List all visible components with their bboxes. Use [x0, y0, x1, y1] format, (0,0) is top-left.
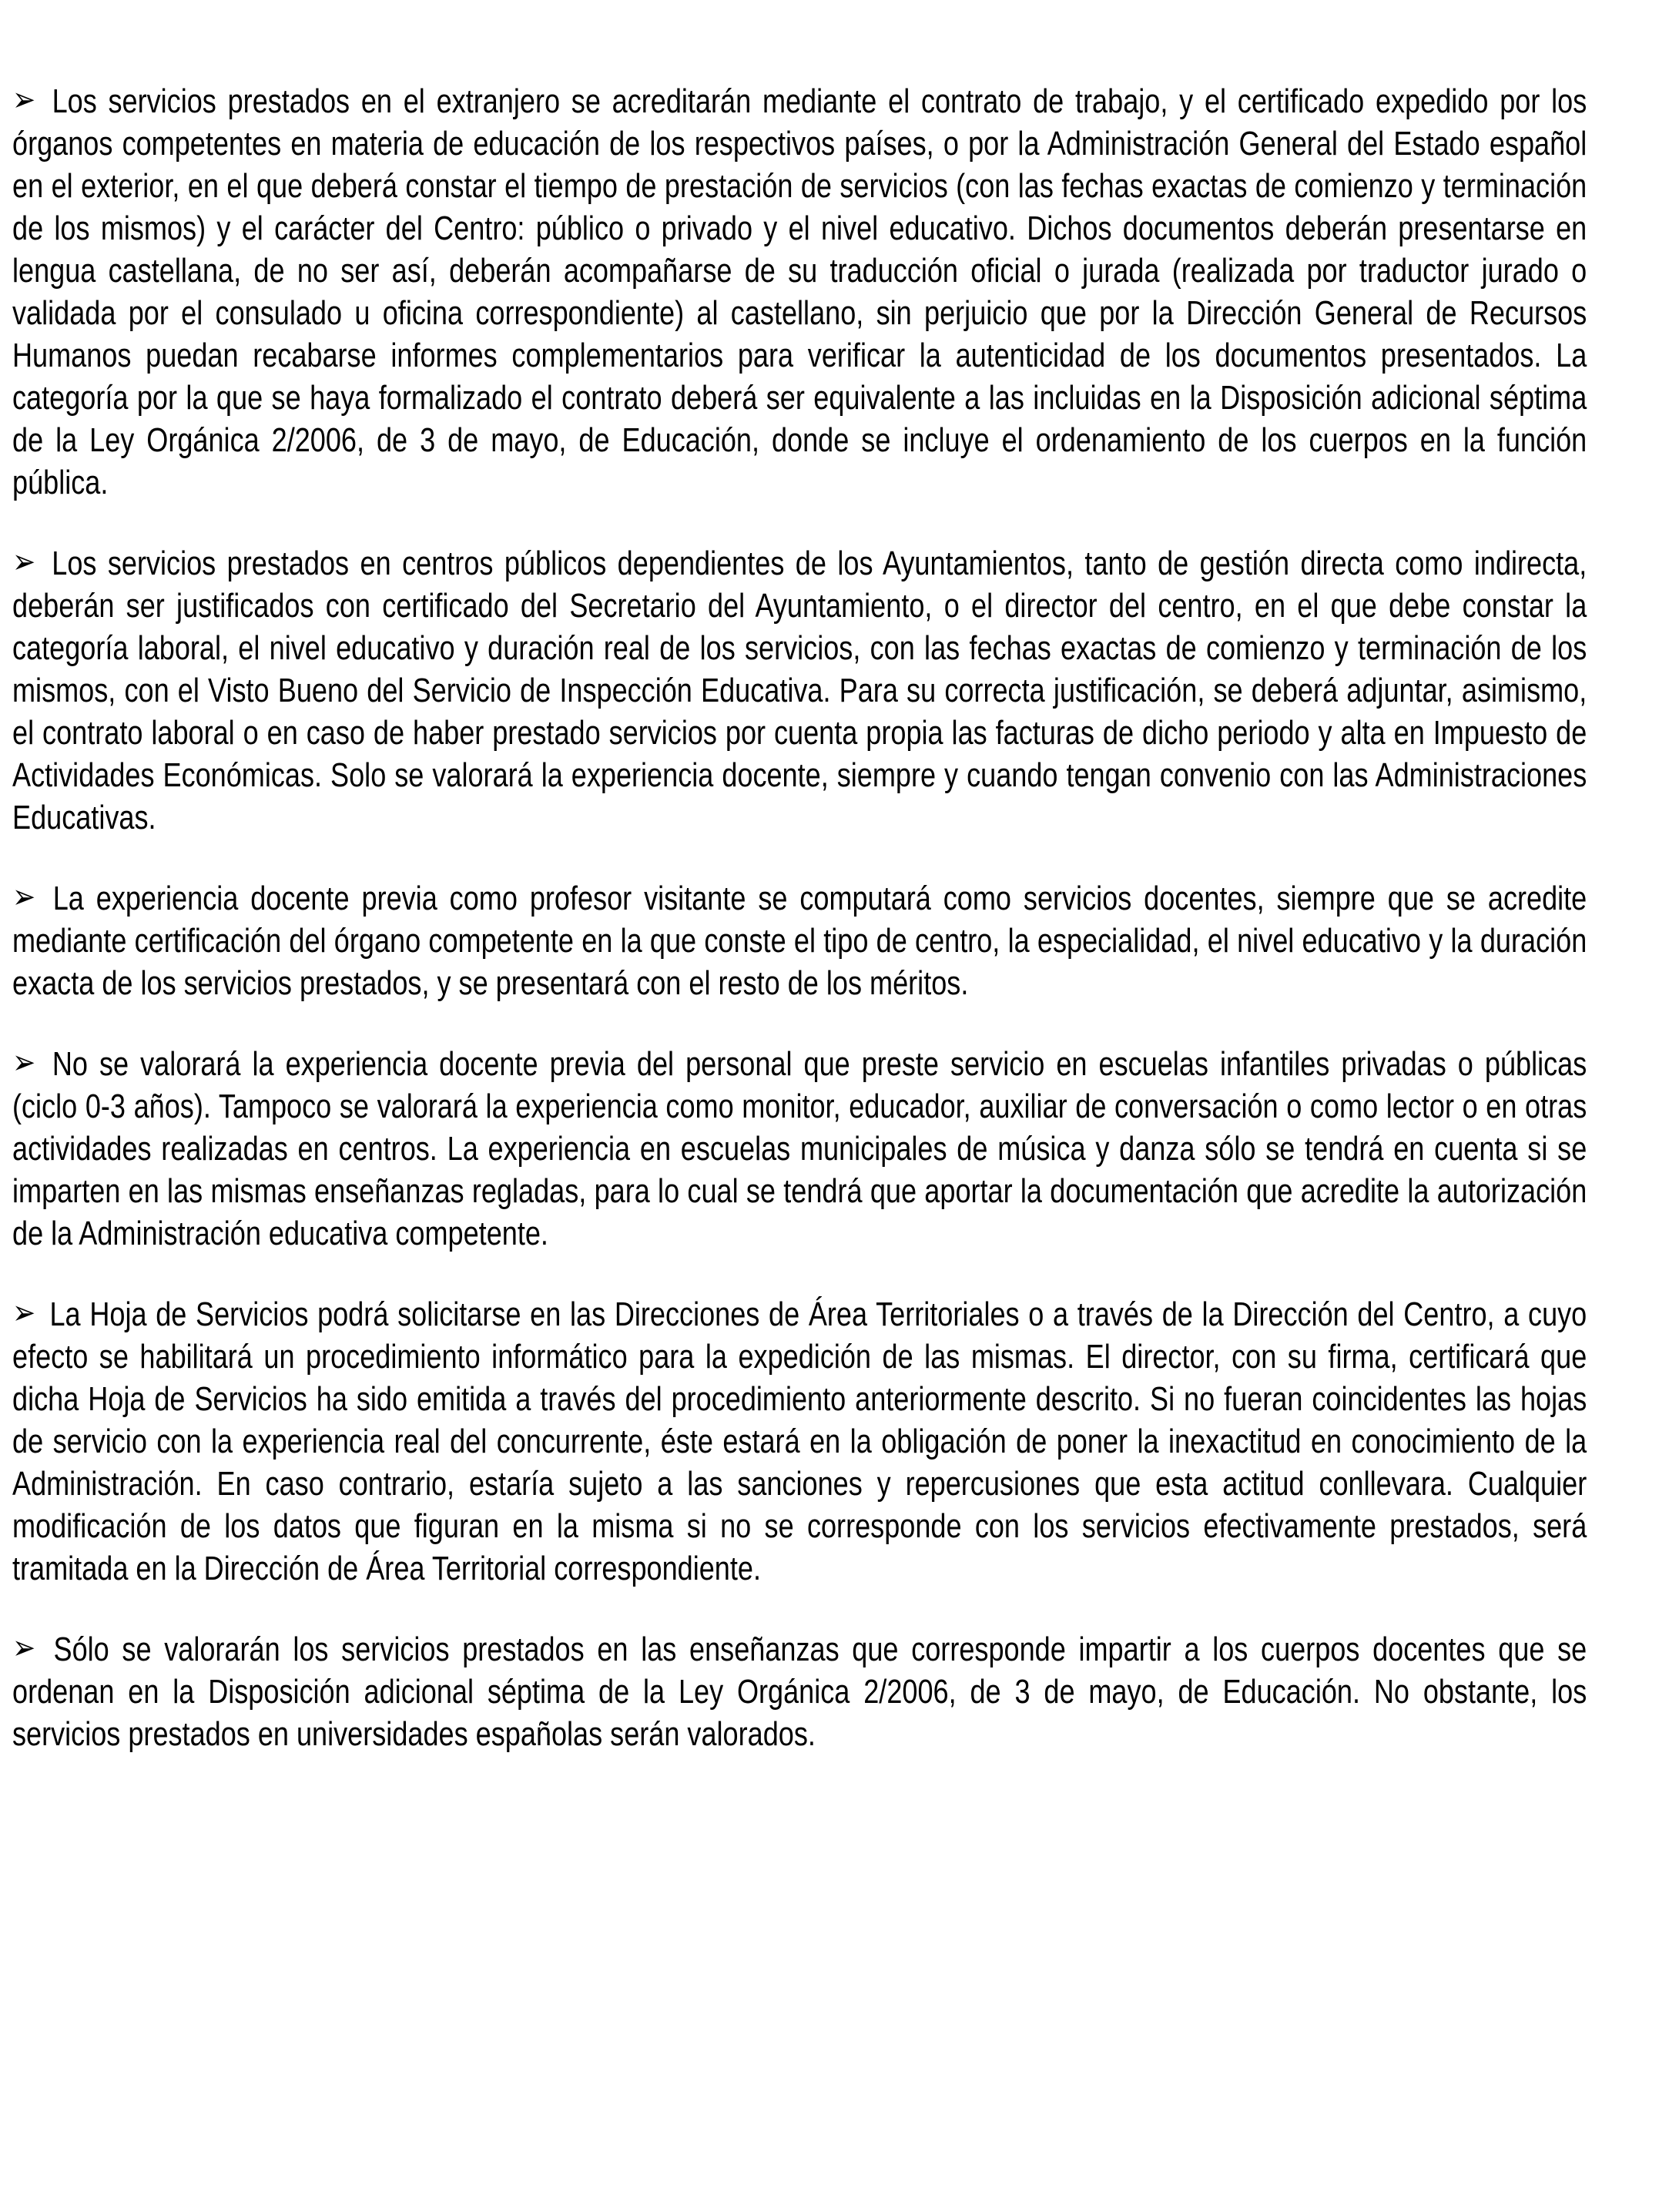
paragraph-text: La experiencia docente previa como profesor visitante se computará como servicios docentes, siempre que se acredite mediante certificación del órgano competente en la que conste el tipo de centro, la especialidad, el nivel educativo y la duración exacta de los servicios prestados, y se presentará con el resto de los méritos.: [12, 880, 1587, 1002]
document-content: [12, 80, 1587, 1755]
paragraph-text: Sólo se valorarán los servicios prestados en las enseñanzas que corresponde impartir a los cuerpos docentes que se ordenan en la Disposición adicional séptima de la Ley Orgánica 2/2006, de 3 de mayo, de Educación. No obstante, los servicios prestados en universidades españolas serán valorados.: [12, 1631, 1587, 1753]
arrow-bullet-icon: ➢: [12, 1628, 36, 1667]
bullet-paragraph: [12, 1043, 1587, 1255]
arrow-bullet-icon: ➢: [12, 1293, 36, 1332]
bullet-paragraph: [12, 1293, 1587, 1590]
bullet-paragraph: [12, 542, 1587, 839]
arrow-bullet-icon: ➢: [12, 1043, 36, 1082]
arrow-bullet-icon: ➢: [12, 877, 36, 917]
bullet-paragraph: [12, 1628, 1587, 1755]
arrow-bullet-icon: ➢: [12, 542, 36, 581]
bullet-paragraph: [12, 877, 1587, 1004]
paragraph-text: Los servicios prestados en centros públicos dependientes de los Ayuntamientos, tanto de gestión directa como indirecta, deberán ser justificados con certificado del Secretario del Ayuntamiento, o el director del centro, en el que debe constar la categoría laboral, el nivel educativo y duración real de los servicios, con las fechas exactas de comienzo y terminación de los mismos, con el Visto Bueno del Servicio de Inspección Educativa. Para su correcta justificación, se deberá adjuntar, asimismo, el contrato laboral o en caso de haber prestado servicios por cuenta propia las facturas de dicho periodo y alta en Impuesto de Actividades Económicas. Solo se valorará la experiencia docente, siempre y cuando tengan convenio con las Administraciones Educativas.: [12, 545, 1587, 836]
bullet-paragraph: [12, 80, 1587, 504]
paragraph-text: Los servicios prestados en el extranjero se acreditarán mediante el contrato de trabajo, y el certificado expedido por los órganos competentes en materia de educación de los respectivos países, o por la Administración General del Estado español en el exterior, en el que deberá constar el tiempo de prestación de servicios (con las fechas exactas de comienzo y terminación de los mismos) y el carácter del Centro: público o privado y el nivel educativo. Dichos documentos deberán presentarse en lengua castellana, de no ser así, deberán acompañarse de su traducción oficial o jurada (realizada por traductor jurado o validada por el consulado u oficina correspondiente) al castellano, sin perjuicio que por la Dirección General de Recursos Humanos puedan recabarse informes complementarios para verificar la autenticidad de los documentos presentados. La categoría por la que se haya formalizado el contrato deberá ser equivalente a las incluidas en la Disposición adicional séptima de la Ley Orgánica 2/2006, de 3 de mayo, de Educación, donde se incluye el ordenamiento de los cuerpos en la función pública.: [12, 82, 1587, 501]
paragraph-text: No se valorará la experiencia docente previa del personal que preste servicio en escuelas infantiles privadas o públicas (ciclo 0-3 años). Tampoco se valorará la experiencia como monitor, educador, auxiliar de conversación o como lector o en otras actividades realizadas en centros. La experiencia en escuelas municipales de música y danza sólo se tendrá en cuenta si se imparten en las mismas enseñanzas regladas, para lo cual se tendrá que aportar la documentación que acredite la autorización de la Administración educativa competente.: [12, 1045, 1587, 1252]
paragraph-text: La Hoja de Servicios podrá solicitarse en las Direcciones de Área Territoriales o a través de la Dirección del Centro, a cuyo efecto se habilitará un procedimiento informático para la expedición de las mismas. El director, con su firma, certificará que dicha Hoja de Servicios ha sido emitida a través del procedimiento anteriormente descrito. Si no fueran coincidentes las hojas de servicio con la experiencia real del concurrente, éste estará en la obligación de poner la inexactitud en conocimiento de la Administración. En caso contrario, estaría sujeto a las sanciones y repercusiones que esta actitud conllevara. Cualquier modificación de los datos que figuran en la misma si no se corresponde con los servicios efectivamente prestados, será tramitada en la Dirección de Área Territorial correspondiente.: [12, 1295, 1587, 1587]
arrow-bullet-icon: ➢: [12, 80, 36, 119]
